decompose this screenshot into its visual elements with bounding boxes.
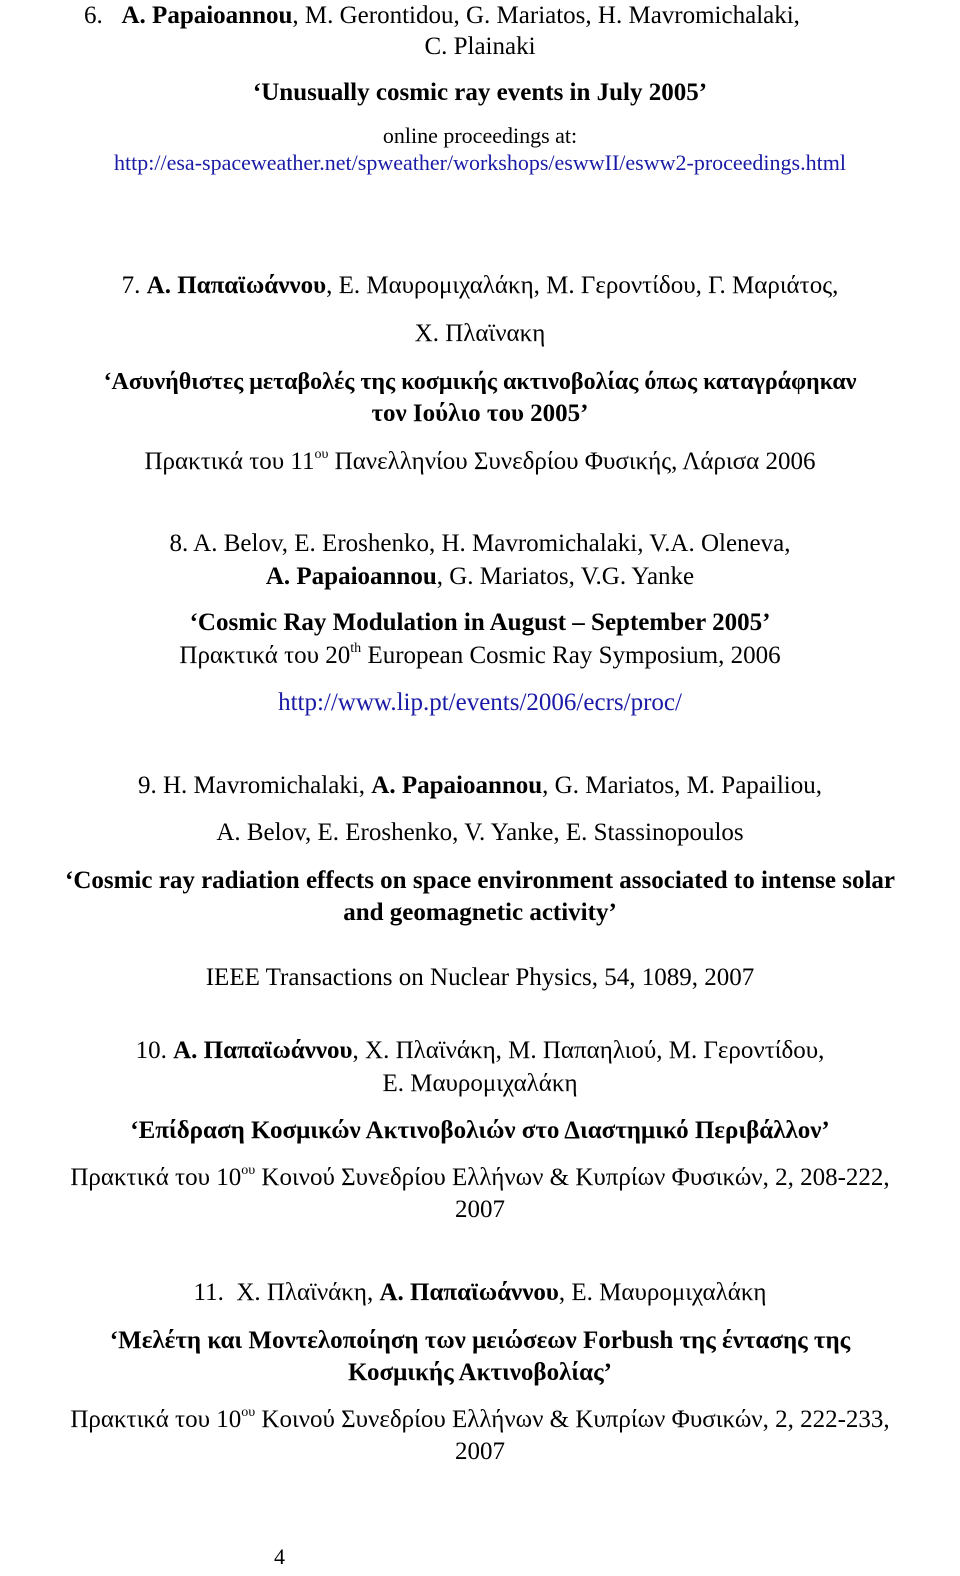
entry-10-authors: 10. Α. Παπαϊωάννου, Χ. Πλαϊνάκη, Μ. Παπαηλιού, Μ. Γεροντίδου, [135,1037,825,1064]
entry-7-authors: 7. Α. Παπαϊωάννου, Ε. Μαυρομιχαλάκη, Μ. Γεροντίδου, Γ. Μαριάτος, [121,272,839,299]
entry-11-title-line2: Κοσμικής Ακτινοβολίας’ [348,1359,612,1386]
entry-10-authors-line2: Ε. Μαυρομιχαλάκη [382,1070,578,1097]
author-highlight: Α. Παπαϊωάννου [173,1037,353,1064]
entry-9-title-line2: and geomagnetic activity’ [343,899,617,926]
entry-6-url[interactable]: http://esa-spaceweather.net/spweather/workshops/eswwII/esww2-proceedings.html [114,150,846,175]
entry-8-pub: Πρακτικά του 20th European Cosmic Ray Symposium, 2006 [179,641,781,669]
entry-10-pub: Πρακτικά του $10^{o\upsilon}$ Κοινού Συνεδρίου Ελλήνων & Κυπρίων Φυσικών, 2, 208-222, [70,1163,890,1191]
entry-8-url[interactable]: http://www.lip.pt/events/2006/ecrs/proc/ [278,689,682,716]
entry-9-authors: 9. H. Mavromichalaki, A. Papaioannou, G. Mariatos, M. Papailiou, [137,772,822,799]
entry-6-title: ‘Unusually cosmic ray events in July 2005’ [252,79,708,106]
author-highlight: Α. Παπαϊωάννου [379,1279,559,1306]
author-highlight: A. Papaioannou [121,2,293,29]
entry-7-authors-line2: Χ. Πλαϊνακη [414,320,546,347]
entry-11-pub: Πρακτικά του $10^{o\upsilon}$ Κοινού Συνεδρίου Ελλήνων & Κυπρίων Φυσικών, 2, 222-233, [70,1405,890,1433]
entry-6-pub-label: online proceedings at: [382,123,578,148]
author-highlight: A. Papaioannou [265,563,437,590]
entry-7-title-line1: ‘Ασυνήθιστες μεταβολές της κοσμικής ακτινοβολίας όπως καταγράφηκαν [103,369,857,395]
entry-11-title-line1: ‘Μελέτη και Μοντελοποίηση των μειώσεων Forbush της έντασης της [109,1327,851,1354]
entry-9-authors-line2: A. Belov, E. Eroshenko, V. Yanke, E. Stassinopoulos [216,819,744,846]
entry-8-title: ‘Cosmic Ray Modulation in August – September 2005’ [189,609,771,636]
entry-6-authors: 6. A. Papaioannou, M. Gerontidou, G. Mariatos, H. Mavromichalaki, [84,2,800,29]
page-number: 4 [274,1544,285,1569]
entry-7-pub: Πρακτικά του $11^{o\upsilon}$ Πανελληνίου Συνεδρίου Φυσικής, Λάρισα 2006 [144,447,816,475]
entry-11-authors: 11. Χ. Πλαϊνάκη, Α. Παπαϊωάννου, Ε. Μαυρομιχαλάκη [193,1279,767,1306]
author-highlight: Α. Παπαϊωάννου [146,272,327,299]
entry-9-pub: IEEE Transactions on Nuclear Physics, 54, 1089, 2007 [205,964,755,991]
entry-10-pub-line2: 2007 [455,1196,505,1223]
entry-6-authors-line2: C. Plainaki [424,33,536,60]
entry-8-authors: 8. A. Belov, E. Eroshenko, H. Mavromichalaki, V.A. Oleneva, [169,530,791,557]
entry-7-title-line2: τον Ιούλιο του 2005’ [371,400,589,427]
entry-11-pub-line2: 2007 [455,1438,505,1465]
entry-8-authors-line2: A. Papaioannou, G. Mariatos, V.G. Yanke [265,563,695,590]
author-highlight: A. Papaioannou [371,772,543,799]
entry-10-title: ‘Επίδραση Κοσμικών Ακτινοβολιών στο Διαστημικό Περιβάλλον’ [130,1117,830,1144]
entry-9-title-line1: ‘Cosmic ray radiation effects on space environment associated to intense solar [65,867,895,894]
